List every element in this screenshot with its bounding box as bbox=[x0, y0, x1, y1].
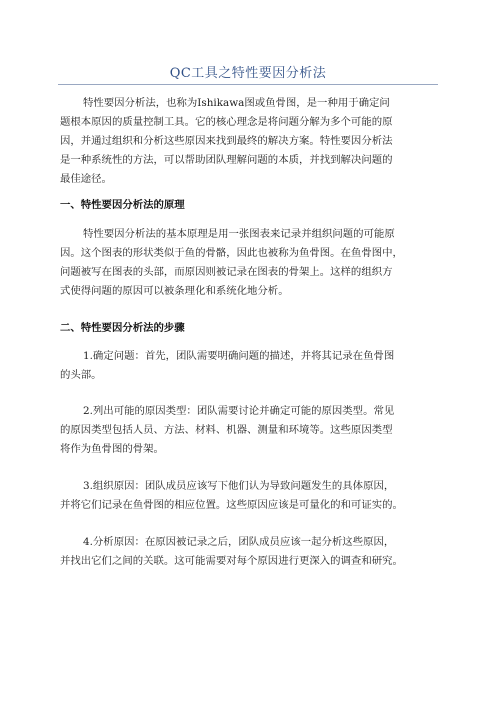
text-line: 4.分析原因：在原因被记录之后，团队成员应该一起分析这些原因， bbox=[83, 536, 395, 548]
text-line: 式使得问题的原因可以被条理化和系统化地分析。 bbox=[60, 285, 289, 297]
text-line: 因，并通过组织和分析这些原因来找到最终的解决方案。特性要因分析法 bbox=[60, 135, 393, 147]
step-paragraph-1 bbox=[60, 347, 444, 385]
text-line: 因。这个图表的形状类似于鱼的骨骼，因此也被称为鱼骨图。在鱼骨图中， bbox=[60, 247, 403, 259]
text-line: 特性要因分析法的基本原理是用一张图表来记录并组织问题的可能原 bbox=[83, 228, 395, 240]
text-line: 并找出它们之间的关联。这可能需要对每个原因进行更深入的调查和研究。 bbox=[60, 555, 403, 567]
text-line: 的原因类型包括人员、方法、材料、机器、测量和环境等。这些原因类型 bbox=[60, 424, 393, 436]
step-paragraph-4 bbox=[60, 533, 444, 571]
section-heading-steps: 二、特性要因分析法的步骤 bbox=[60, 322, 185, 334]
text-line: 题根本原因的质量控制工具。它的核心理念是将问题分解为多个可能的原 bbox=[60, 116, 393, 128]
text-line: 最佳途径。 bbox=[60, 173, 112, 185]
text-line: 2.列出可能的原因类型：团队需要讨论并确定可能的原因类型。常见 bbox=[83, 405, 395, 417]
text-line: 问题被写在图表的头部，而原因则被记录在图表的骨架上。这样的组织方 bbox=[60, 266, 393, 278]
text-line: 并将它们记录在鱼骨图的相应位置。这些原因应该是可量化的和可证实的。 bbox=[60, 499, 403, 511]
text-line: 的头部。 bbox=[60, 369, 102, 381]
text-line: 将作为鱼骨图的骨架。 bbox=[60, 443, 164, 455]
text-line: 特性要因分析法，也称为Ishikawa图或鱼骨图，是一种用于确定问 bbox=[83, 97, 390, 109]
intro-paragraph bbox=[60, 94, 444, 189]
step-paragraph-3 bbox=[60, 477, 444, 515]
text-line: 3.组织原因：团队成员应该写下他们认为导致问题发生的具体原因， bbox=[83, 480, 395, 492]
text-line: 是一种系统性的方法，可以帮助团队理解问题的本质，并找到解决问题的 bbox=[60, 154, 393, 166]
document-title: QC工具之特性要因分析法 bbox=[169, 66, 327, 81]
title-underline bbox=[58, 84, 438, 85]
section-heading-principle: 一、特性要因分析法的原理 bbox=[60, 199, 185, 211]
step-paragraph-2 bbox=[60, 402, 444, 459]
text-line: 1.确定问题：首先，团队需要明确问题的描述，并将其记录在鱼骨图 bbox=[83, 350, 395, 362]
principle-paragraph bbox=[60, 225, 444, 301]
